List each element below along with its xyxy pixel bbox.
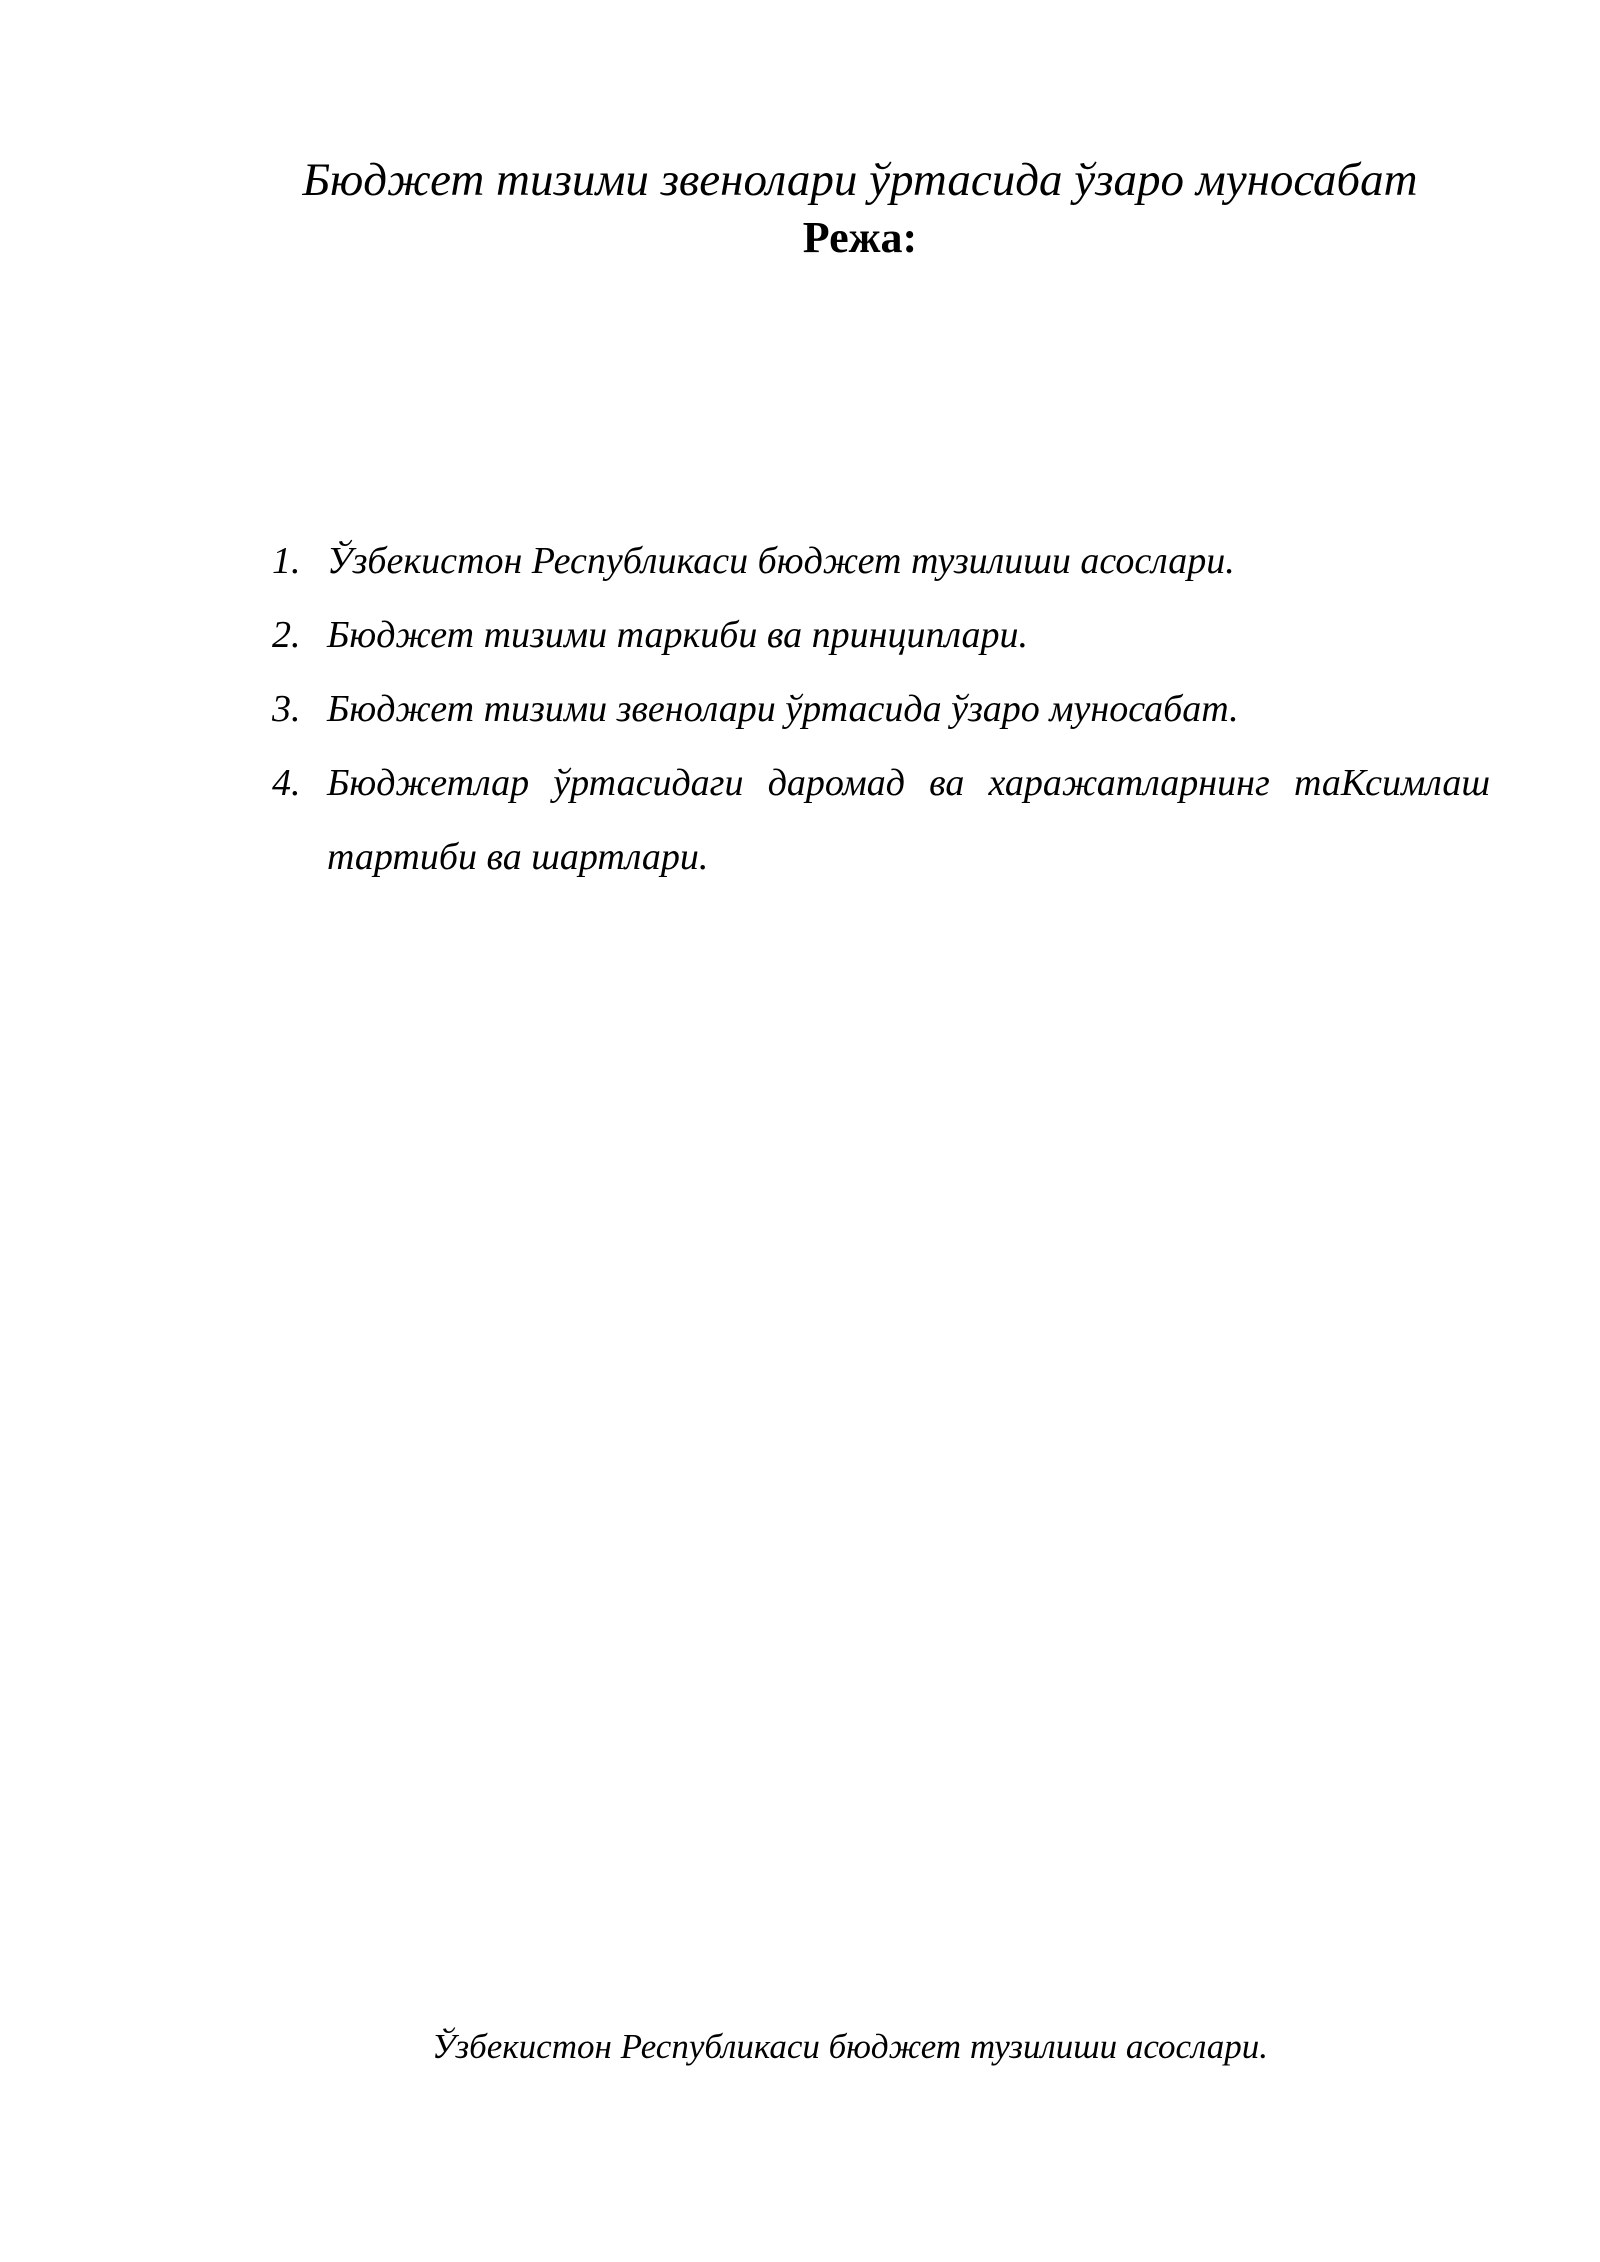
plan-item-number: 3. — [272, 688, 301, 730]
plan-list — [272, 524, 1490, 894]
plan-item-number: 1. — [272, 540, 301, 582]
plan-list-item — [272, 672, 1490, 746]
plan-item-text: Бюджет тизими таркиби ва принциплари. — [327, 614, 1029, 656]
section-heading-text: Ўзбекистон Республикаси бюджет тузилиши асослари. — [431, 2027, 1269, 2066]
plan-list-item — [272, 746, 1490, 894]
section-heading — [0, 2023, 1600, 2071]
plan-heading: Режа: — [802, 213, 918, 262]
plan-item-text: Бюджетлар ўртасидаги даромад ва харажатларнинг таКсимлаш тартиби ва шартлари. — [327, 762, 1490, 878]
plan-list-item — [272, 524, 1490, 598]
plan-item-number: 4. — [272, 762, 301, 804]
plan-list-item — [272, 598, 1490, 672]
plan-item-number: 2. — [272, 614, 301, 656]
document-title: Бюджет тизими звенолари ўртасида ўзаро муносабат — [302, 154, 1418, 206]
plan-item-text: Бюджет тизими звенолари ўртасида ўзаро муносабат. — [327, 688, 1239, 730]
plan-item-text: Ўзбекистон Республикаси бюджет тузилиши асослари. — [327, 540, 1235, 582]
